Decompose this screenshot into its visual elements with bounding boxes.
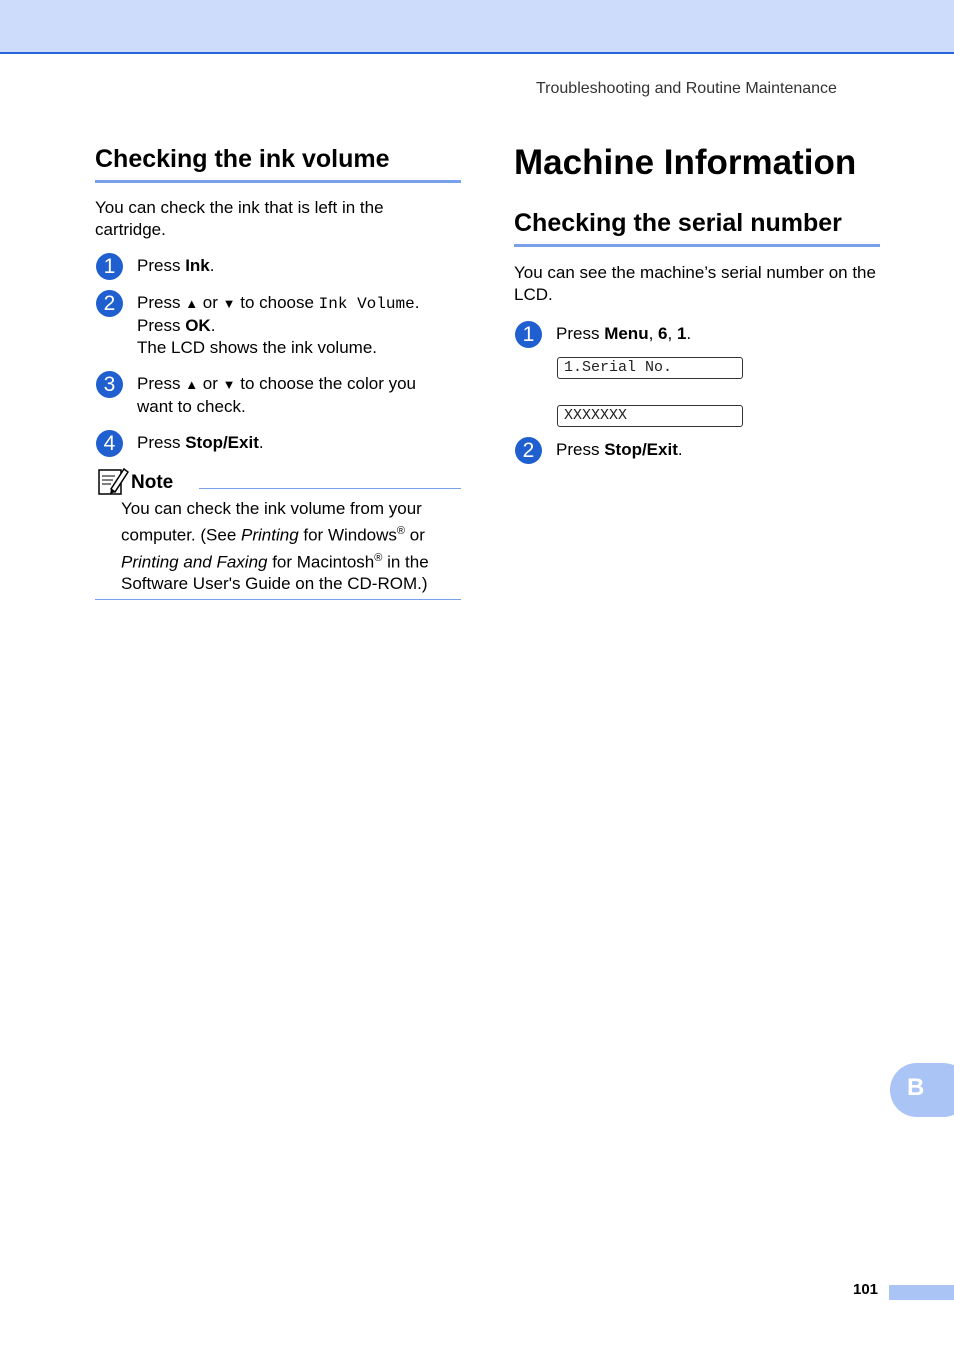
running-header: Troubleshooting and Routine Maintenance [536, 80, 837, 97]
page-title: Machine Information [514, 143, 857, 182]
step-text: Press Stop/Exit. [137, 433, 264, 452]
step-text: Press Ink. [137, 256, 215, 275]
lcd-display-menu: 1.Serial No. [557, 357, 743, 379]
section-heading-serial-number: Checking the serial number [514, 207, 880, 247]
up-arrow-icon: ▲ [185, 296, 199, 311]
page-number: 101 [853, 1281, 879, 1298]
note-pencil-icon [97, 465, 129, 497]
step-text: Press ▲ or ▼ to choose the color you want to check. [137, 374, 417, 416]
up-arrow-icon: ▲ [185, 377, 199, 392]
down-arrow-icon: ▼ [222, 377, 236, 392]
step-number-badge: 2 [515, 437, 542, 464]
step-number-badge: 1 [96, 253, 123, 280]
chapter-tab[interactable]: B [890, 1063, 954, 1117]
note-title: Note [131, 472, 174, 493]
step-text: Press Stop/Exit. [556, 440, 683, 459]
note-body: You can check the ink volume from your computer. (See Printing for Windows® or Printing and Faxing for Macintosh® in the Software User's Guide on the CD-ROM.) [121, 499, 429, 594]
step-text: Press Menu, 6, 1. [556, 324, 692, 343]
step-text: Press ▲ or ▼ to choose Ink Volume. Press OK. The LCD shows the ink volume. [137, 293, 420, 357]
lcd-display-serial: XXXXXXX [557, 405, 743, 427]
note-top-rule [199, 488, 461, 489]
step-number-badge: 1 [515, 321, 542, 348]
note-bottom-rule [95, 599, 461, 600]
step-number-badge: 2 [96, 290, 123, 317]
ink-volume-intro: You can check the ink that is left in the cartridge. [95, 198, 384, 239]
top-header-band [0, 0, 954, 54]
down-arrow-icon: ▼ [222, 296, 236, 311]
step-number-badge: 4 [96, 430, 123, 457]
section-heading-ink-volume: Checking the ink volume [95, 143, 461, 183]
page-number-bar [889, 1285, 954, 1300]
step-number-badge: 3 [96, 371, 123, 398]
serial-number-intro: You can see the machine’s serial number on the LCD. [514, 263, 876, 304]
